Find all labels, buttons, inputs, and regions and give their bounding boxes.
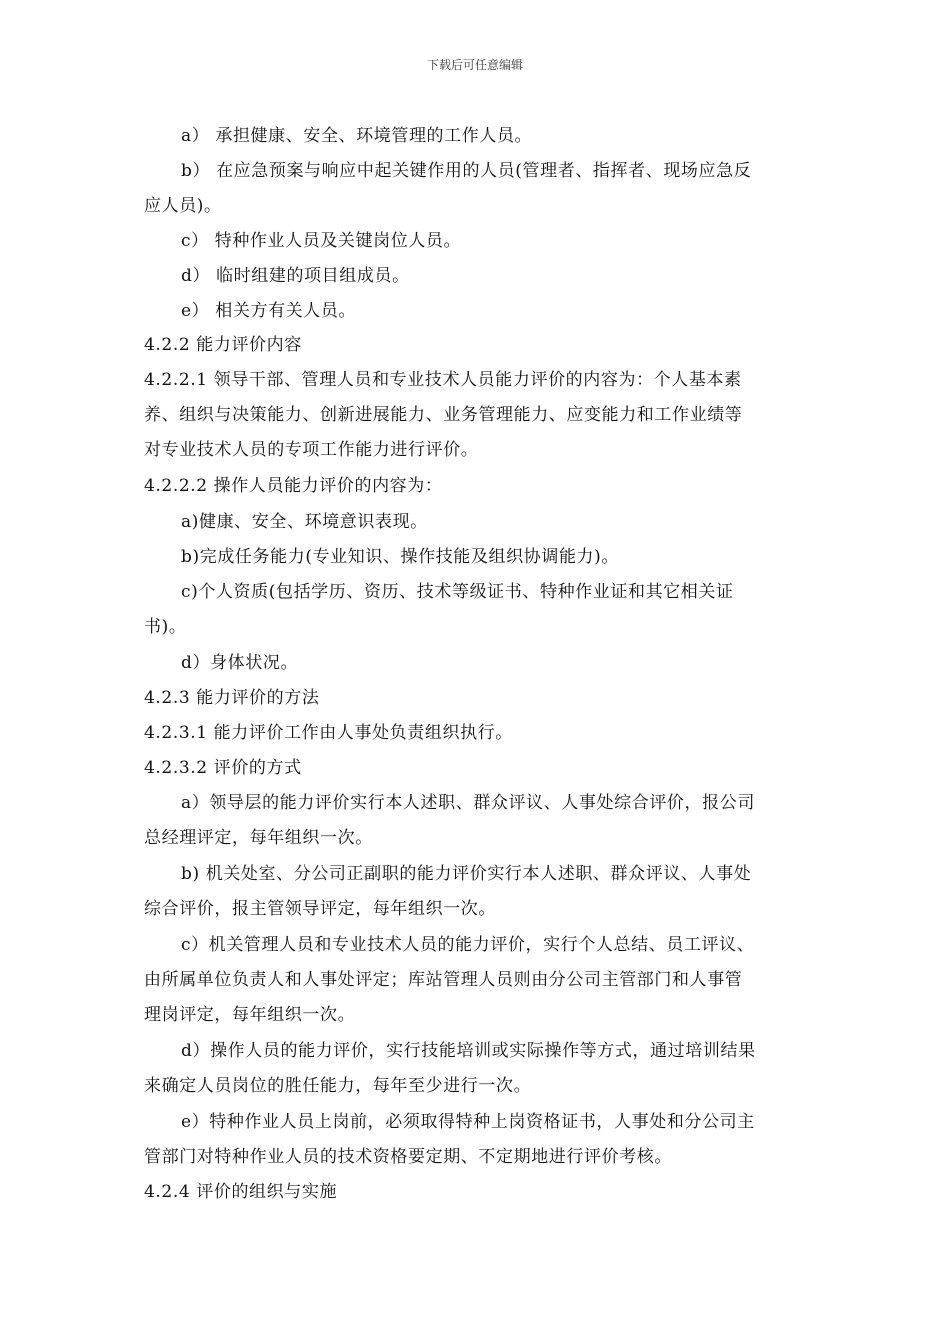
section-heading: 4.2.3 能力评价的方法 (144, 688, 320, 708)
text-line: 总经理评定，每年组织一次。 (144, 828, 373, 848)
text-line: 应人员)。 (144, 196, 222, 216)
text-line: c） 特种作业人员及关键岗位人员。 (181, 231, 462, 251)
text-line: a)健康、安全、环境意识表现。 (181, 512, 428, 532)
text-line: 由所属单位负责人和人事处评定；库站管理人员则由分公司主管部门和人事管 (144, 970, 743, 990)
text-line: c)个人资质(包括学历、资历、技术等级证书、特种作业证和其它相关证 (181, 582, 734, 602)
text-line: 养、组织与决策能力、创新进展能力、业务管理能力、应变能力和工作业绩等 (144, 405, 743, 425)
text-line: e） 相关方有关人员。 (181, 301, 357, 321)
page-header: 下载后可任意编辑 (426, 58, 523, 72)
text-line: b)完成任务能力(专业知识、操作技能及组织协调能力)。 (181, 547, 619, 567)
text-line: 对专业技术人员的专项工作能力进行评价。 (144, 440, 479, 460)
section-heading: 4.2.4 评价的组织与实施 (144, 1182, 338, 1202)
text-line: a）领导层的能力评价实行本人述职、群众评议、人事处综合评价，报公司 (181, 793, 755, 813)
text-line: a） 承担健康、安全、环境管理的工作人员。 (181, 126, 533, 146)
section-heading: 4.2.2 能力评价内容 (144, 335, 302, 355)
text-line: c）机关管理人员和专业技术人员的能力评价，实行个人总结、员工评议、 (181, 935, 755, 955)
text-line: 来确定人员岗位的胜任能力，每年至少进行一次。 (144, 1076, 532, 1096)
text-line: e）特种作业人员上岗前，必须取得特种上岗资格证书，人事处和分公司主 (181, 1112, 755, 1132)
text-line: 管部门对特种作业人员的技术资格要定期、不定期地进行评价考核。 (144, 1147, 672, 1167)
text-line: 书)。 (144, 617, 187, 637)
text-line: 4.2.3.2 评价的方式 (144, 758, 302, 778)
text-line: b） 在应急预案与响应中起关键作用的人员(管理者、指挥者、现场应急反 (181, 161, 752, 181)
text-line: 4.2.2.2 操作人员能力评价的内容为： (144, 476, 443, 496)
text-line: 理岗评定，每年组织一次。 (144, 1005, 356, 1025)
text-line: 综合评价，报主管领导评定，每年组织一次。 (144, 899, 496, 919)
text-line: 4.2.2.1 领导干部、管理人员和专业技术人员能力评价的内容为：个人基本素 (144, 370, 742, 390)
text-line: 4.2.3.1 能力评价工作由人事处负责组织执行。 (144, 723, 513, 743)
text-line: d） 临时组建的项目组成员。 (181, 266, 410, 286)
text-line: b) 机关处室、分公司正副职的能力评价实行本人述职、群众评议、人事处 (181, 864, 752, 884)
text-line: d）操作人员的能力评价，实行技能培训或实际操作等方式，通过培训结果 (181, 1041, 756, 1061)
text-line: d）身体状况。 (181, 653, 299, 673)
